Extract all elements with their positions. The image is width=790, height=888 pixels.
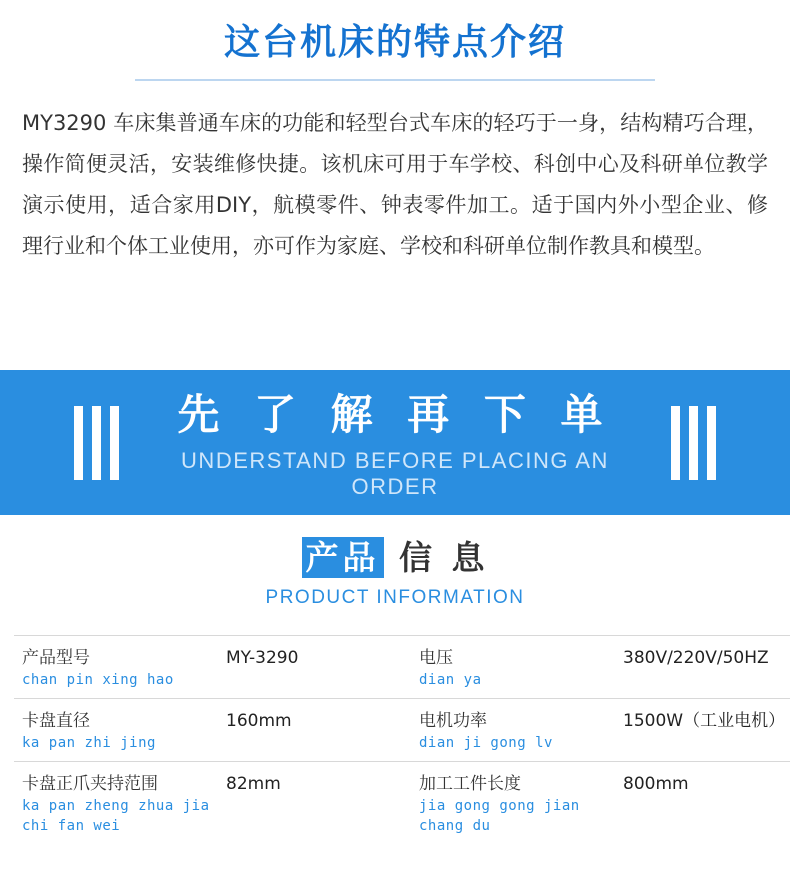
spec-value-cell (218, 762, 411, 845)
bars-left-icon (74, 406, 119, 480)
spec-value: MY-3290 (226, 648, 299, 668)
spec-value-cell (218, 699, 411, 762)
banner-headline: 先 了 解 再 下 单 (177, 389, 613, 439)
spec-label-cell (411, 699, 615, 762)
spec-value: 160mm (226, 711, 292, 731)
spec-table (14, 635, 790, 844)
spec-label-cn: 电压 (419, 648, 453, 668)
product-information-section (0, 535, 790, 844)
spec-label-cell (411, 636, 615, 699)
spec-label-cell (411, 762, 615, 845)
banner-section (0, 370, 790, 515)
spec-label-pinyin: jia gong gong jian chang du (419, 798, 580, 834)
spec-label-cell (14, 699, 218, 762)
spec-label-pinyin: ka pan zhi jing (22, 735, 156, 751)
product-info-heading (0, 535, 790, 581)
spec-label-cn: 产品型号 (22, 648, 90, 668)
banner-subheadline: UNDERSTAND BEFORE PLACING AN ORDER (181, 447, 609, 499)
spec-label-cell (14, 762, 218, 845)
table-row (14, 762, 790, 845)
spec-label-cn: 卡盘正爪夹持范围 (22, 774, 158, 794)
product-info-heading-highlight: 产品 (302, 537, 384, 578)
spec-value-cell (218, 636, 411, 699)
spec-label-pinyin: ka pan zheng zhua jia chi fan wei (22, 798, 210, 834)
spec-label-cn: 电机功率 (419, 711, 487, 731)
spec-label-pinyin: dian ji gong lv (419, 735, 553, 751)
spec-label-cn: 加工工件长度 (419, 774, 521, 794)
spec-value-cell (615, 636, 790, 699)
table-row (14, 699, 790, 762)
spec-value: 1500W（工业电机） (623, 711, 786, 731)
spec-label-cn: 卡盘直径 (22, 711, 90, 731)
spec-label-cell (14, 636, 218, 699)
spec-value: 82mm (226, 774, 281, 794)
intro-paragraph: MY3290 车床集普通车床的功能和轻型台式车床的轻巧于一身，结构精巧合理，操作简便灵活，安装维修快捷。该机床可用于车学校、科创中心及科研单位教学演示使用，适合家用DIY，航模零件、钟表零件加工。适于国内外小型企业、修理行业和个体工业使用，亦可作为家庭、学校和科研单位制作教具和模型。 (22, 111, 768, 258)
product-info-heading-rest: 信 息 (399, 538, 489, 577)
spec-label-pinyin: dian ya (419, 672, 482, 688)
table-row (14, 636, 790, 699)
spec-value-cell (615, 699, 790, 762)
spec-value-cell (615, 762, 790, 845)
product-info-subtitle: PRODUCT INFORMATION (265, 587, 525, 608)
spec-value: 800mm (623, 774, 689, 794)
spec-value: 380V/220V/50HZ (623, 648, 769, 668)
bars-right-icon (671, 406, 716, 480)
intro-section (0, 0, 790, 267)
page-title: 这台机床的特点介绍 (223, 22, 566, 63)
spec-label-pinyin: chan pin xing hao (22, 672, 174, 688)
